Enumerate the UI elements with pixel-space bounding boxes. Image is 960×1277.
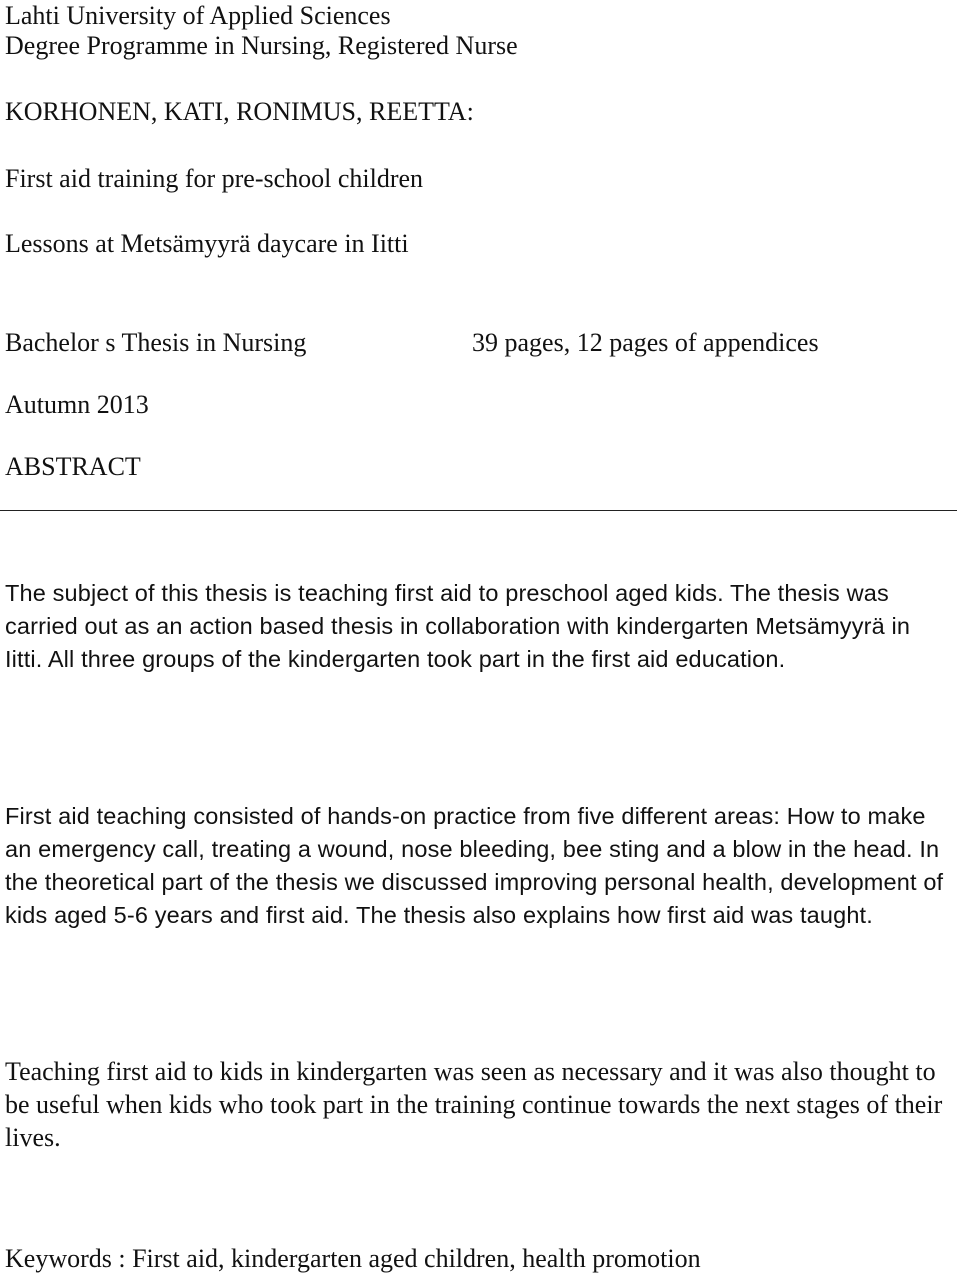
thesis-type: Bachelor s Thesis in Nursing (5, 328, 307, 357)
thesis-subtitle: Lessons at Metsämyyrä daycare in Iitti (5, 229, 409, 258)
abstract-paragraph-2: First aid teaching consisted of hands-on practice from five different areas: How to make an emergency call, treating a wound, nose bleeding, bee sting and a blow in the head. In the theoretical part of the thesis we discussed improving personal health, development of kids aged 5-6 years and first aid. The thesis also explains how first aid was taught. (5, 803, 944, 928)
abstract-paragraph-3: Teaching first aid to kids in kindergarten was seen as necessary and it was also thought to be useful when kids who took part in the training continue towards the next stages of their lives. (5, 1057, 943, 1152)
abstract-heading: ABSTRACT (5, 452, 141, 481)
abstract-paragraph-1: The subject of this thesis is teaching first aid to preschool aged kids. The thesis was carried out as an action based thesis in collaboration with kindergarten Metsämyyrä in Iitti. All three groups of the kindergarten took part in the first aid education. (5, 580, 911, 672)
publication-date: Autumn 2013 (5, 390, 149, 419)
institution-name: Lahti University of Applied Sciences (5, 1, 391, 30)
divider (0, 510, 957, 511)
thesis-title: First aid training for pre-school children (5, 164, 424, 193)
page-count: 39 pages, 12 pages of appendices (472, 328, 819, 357)
keywords: Keywords : First aid, kindergarten aged children, health promotion (5, 1244, 701, 1273)
degree-programme: Degree Programme in Nursing, Registered Nurse (5, 31, 518, 60)
authors: KORHONEN, KATI, RONIMUS, REETTA: (5, 97, 474, 126)
